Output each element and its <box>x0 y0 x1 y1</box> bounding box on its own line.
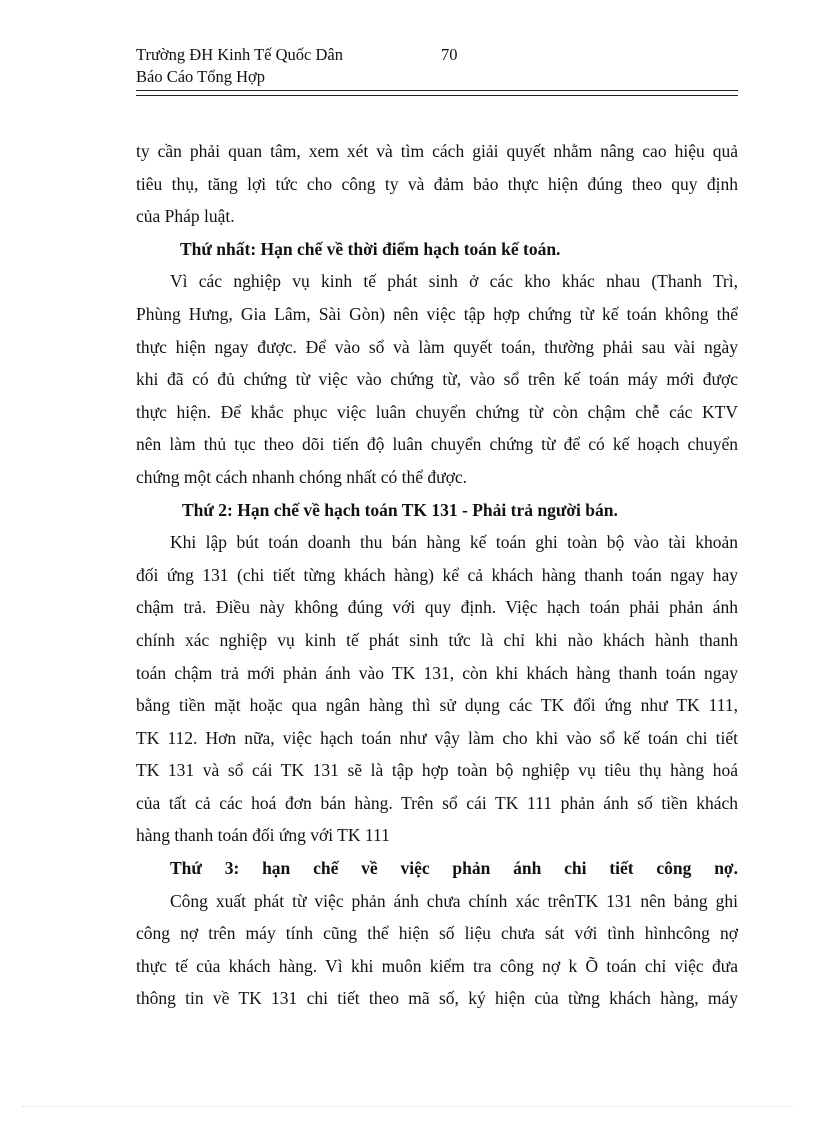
text-line: Vì các nghiệp vụ kinh tế phát sinh ở các kho khác nhau (Thanh Trì, <box>170 271 738 292</box>
school-name: Trường ĐH Kinh Tế Quốc Dân <box>136 45 343 64</box>
text-line: tiêu thụ, tăng lợi tức cho công ty và đảm bảo thực hiện đúng theo quy định <box>136 173 738 194</box>
text-line: thực hiện. Để khắc phục việc luân chuyển chứng từ còn chậm chễ các KTV <box>136 401 738 422</box>
text-line: công nợ trên máy tính cũng thể hiện số liệu chưa sát với tình hìnhcông nợ <box>136 923 738 944</box>
page-number: 70 <box>441 45 458 64</box>
section-1-paragraph <box>136 265 738 493</box>
text-line: khi đã có đủ chứng từ việc vào chứng từ, vào sổ trên kế toán máy mới được <box>136 369 738 390</box>
text-line: thực tế của khách hàng. Vì khi muôn kiểm tra công nợ k Õ toán chỉ việc đưa <box>136 955 738 976</box>
section-3-paragraph <box>136 885 738 1015</box>
intro-paragraph <box>136 135 738 233</box>
text-line: của tất cả các hoá đơn bán hàng. Trên sổ cái TK 111 phản ánh số tiền khách <box>136 792 738 813</box>
text-line: hàng thanh toán đối ứng với TK 111 <box>136 825 390 846</box>
text-line: của Pháp luật. <box>136 206 235 227</box>
text-line: chậm trả. Điều này không đúng với quy định. Việc hạch toán phải phản ánh <box>136 597 738 618</box>
text-line: Khi lập bút toán doanh thu bán hàng kế toán ghi toàn bộ vào tài khoản <box>170 532 738 553</box>
text-line: bằng tiền mặt hoặc qua ngân hàng thì sử dụng các TK đối ứng như TK 111, <box>136 695 738 716</box>
section-heading-2: Thứ 2: Hạn chế về hạch toán TK 131 - Phải trả người bán. <box>182 499 618 520</box>
text-line: thực hiện ngay được. Để vào sổ và làm quyết toán, thường phải sau vài ngày <box>136 336 738 357</box>
section-heading-3-wrap <box>136 852 738 885</box>
report-title: Báo Cáo Tổng Hợp <box>136 67 265 86</box>
text-line: Phùng Hưng, Gia Lâm, Sài Gòn) nên việc tập hợp chứng từ kế toán không thể <box>136 303 738 324</box>
text-line: đối ứng 131 (chi tiết từng khách hàng) kể cả khách hàng thanh toán ngay hay <box>136 564 738 585</box>
text-line: chính xác nghiệp vụ kinh tế phát sinh tức là chỉ khi nào khách hành thanh <box>136 629 738 650</box>
text-line: toán chậm trả mới phản ánh vào TK 131, còn khi khách hàng thanh toán ngay <box>136 662 738 683</box>
document-body <box>136 135 738 1015</box>
text-line: nên làm thủ tục theo dõi tiến độ luân chuyển chứng từ để có kế hoạch chuyển <box>136 434 738 455</box>
header-double-rule <box>136 90 738 96</box>
text-line: Công xuất phát từ việc phản ánh chưa chính xác trênTK 131 nên bảng ghi <box>170 890 738 911</box>
text-line: thông tin về TK 131 chi tiết theo mã số, ký hiện của từng khách hàng, máy <box>136 988 738 1009</box>
text-line: TK 131 và sổ cái TK 131 sẽ là tập hợp toàn bộ nghiệp vụ tiêu thụ hàng hoá <box>136 760 738 781</box>
page-bottom-border <box>22 1106 794 1107</box>
section-2-paragraph <box>136 526 738 852</box>
section-heading-3: Thứ 3: hạn chế về việc phản ánh chi tiết công nợ. <box>170 858 738 879</box>
section-heading-1: Thứ nhất: Hạn chế về thời điểm hạch toán kế toán. <box>180 238 561 259</box>
header-first-row <box>136 44 738 66</box>
text-line: chứng một cách nhanh chóng nhất có thể được. <box>136 466 467 487</box>
text-line: TK 112. Hơn nữa, việc hạch toán như vậy làm cho khi vào sổ kế toán chi tiết <box>136 727 738 748</box>
text-line: ty cần phải quan tâm, xem xét và tìm cách giải quyết nhằm nâng cao hiệu quả <box>136 141 738 161</box>
page-header <box>136 44 738 88</box>
